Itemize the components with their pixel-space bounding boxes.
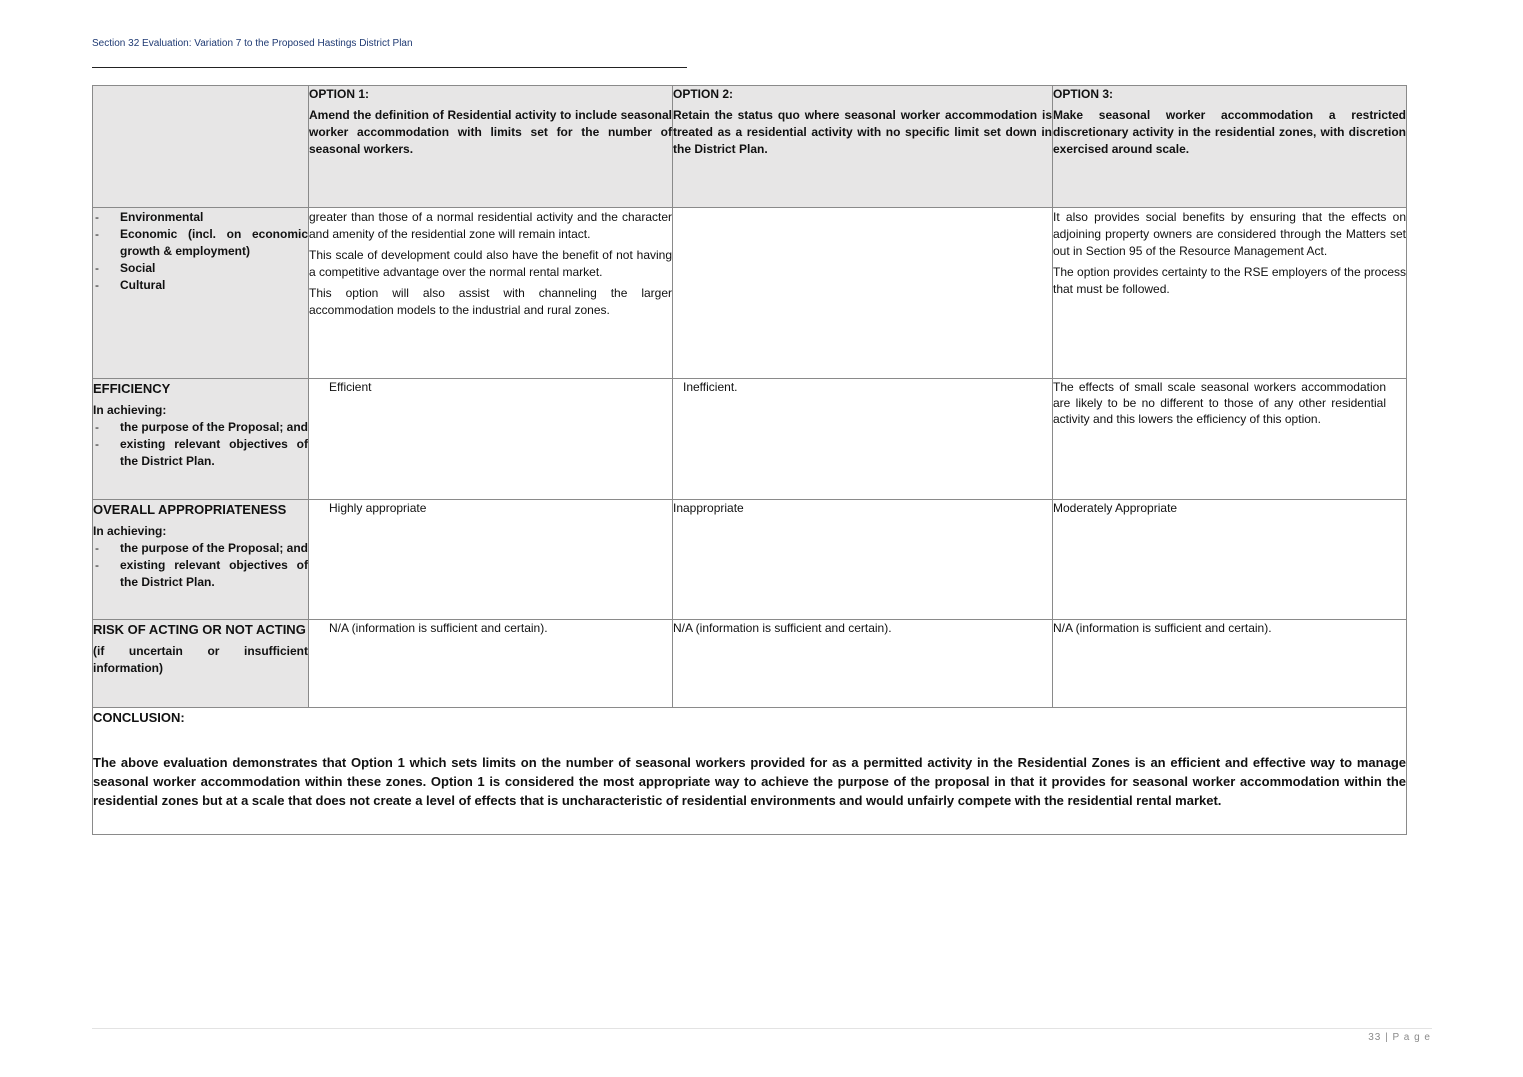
option-1-risk: N/A (information is sufficient and certain). — [309, 620, 673, 708]
option-3-header — [1053, 86, 1407, 208]
risk-subtitle: (if uncertain or insufficient information) — [93, 644, 308, 675]
efficiency-list — [93, 419, 308, 470]
appropriateness-list-item: - existing relevant objectives of the District Plan. — [93, 557, 308, 591]
option-1-efficiency: Efficient — [309, 379, 673, 500]
risk-criteria-cell — [93, 620, 309, 708]
option-2-description: Retain the status quo where seasonal worker accommodation is treated as a residential activity with no specific limit set down in the District Plan. — [673, 108, 1052, 156]
appropriateness-list — [93, 540, 308, 591]
criteria-item: - Economic (incl. on economic growth & employment) — [93, 226, 308, 260]
page-number: 33 | P a g e — [1368, 1032, 1431, 1043]
options-header-row — [93, 86, 1407, 208]
option-1-description: Amend the definition of Residential activity to include seasonal worker accommodation with limits set for the number of seasonal workers. — [309, 108, 672, 156]
paragraph: greater than those of a normal residential activity and the character and amenity of the residential zone will remain intact. — [309, 210, 672, 241]
efficiency-row — [93, 379, 1407, 500]
criteria-list — [93, 209, 308, 294]
risk-title: RISK OF ACTING OR NOT ACTING — [93, 622, 306, 637]
efficiency-subtitle: In achieving: — [93, 403, 167, 417]
criteria-item: - Social — [93, 260, 308, 277]
paragraph: The option provides certainty to the RSE employers of the process that must be followed. — [1053, 265, 1406, 296]
efficiency-list-item: - existing relevant objectives of the District Plan. — [93, 436, 308, 470]
option-3-appropriateness: Moderately Appropriate — [1053, 500, 1407, 620]
efficiency-list-item: - the purpose of the Proposal; and — [93, 419, 308, 436]
conclusion-row — [93, 708, 1407, 835]
risk-row — [93, 620, 1407, 708]
appropriateness-title: OVERALL APPROPRIATENESS — [93, 502, 287, 517]
header-divider — [92, 67, 687, 68]
criteria-item: - Environmental — [93, 209, 308, 226]
conclusion-title: CONCLUSION: — [93, 710, 185, 725]
option-3-title: OPTION 3: — [1053, 87, 1114, 101]
appropriateness-list-item: - the purpose of the Proposal; and — [93, 540, 308, 557]
option-2-appropriateness: Inappropriate — [673, 500, 1053, 620]
option-2-efficiency: Inefficient. — [673, 379, 1053, 500]
appropriateness-row — [93, 500, 1407, 620]
benefits-costs-continued-row — [93, 208, 1407, 379]
blank-header-cell — [93, 86, 309, 208]
efficiency-title: EFFICIENCY — [93, 381, 171, 396]
option-2-risk: N/A (information is sufficient and certain). — [673, 620, 1053, 708]
paragraph: It also provides social benefits by ensuring that the effects on adjoining property owners are considered through the Matters set out in Section 95 of the Resource Management Act. — [1053, 210, 1406, 258]
option-1-appropriateness: Highly appropriate — [309, 500, 673, 620]
option-3-description: Make seasonal worker accommodation a restricted discretionary activity in the residential zones, with discretion exercised around scale. — [1053, 108, 1406, 156]
option-1-title: OPTION 1: — [309, 87, 370, 101]
conclusion-text: The above evaluation demonstrates that Option 1 which sets limits on the number of seasonal workers provided for as a permitted activity in the Residential Zones is an efficient and effective way to manage seasonal worker accommodation within these zones. Option 1 is considered the most appropriate way to achieve the purpose of the proposal in that it provides for seasonal worker accommodation within the residential zones but at a scale that does not create a level of effects that is uncharacteristic of residential environments and would unfairly compete with the residential rental market. — [93, 755, 1406, 808]
evaluation-table — [92, 85, 1407, 835]
criteria-item: - Cultural — [93, 277, 308, 294]
option-2-title: OPTION 2: — [673, 87, 734, 101]
option-1-header — [309, 86, 673, 208]
paragraph: This scale of development could also have the benefit of not having a competitive advantage over the normal rental market. — [309, 248, 672, 279]
option-1-benefits-cell — [309, 208, 673, 379]
option-2-header — [673, 86, 1053, 208]
option-3-benefits-cell — [1053, 208, 1407, 379]
option-3-risk: N/A (information is sufficient and certain). — [1053, 620, 1407, 708]
efficiency-criteria-cell — [93, 379, 309, 500]
option-3-efficiency: The effects of small scale seasonal workers accommodation are likely to be no different to those of any other residential activity and this lowers the efficiency of this option. — [1053, 379, 1407, 500]
footer-divider — [92, 1028, 1432, 1029]
document-header-title: Section 32 Evaluation: Variation 7 to the Proposed Hastings District Plan — [92, 38, 413, 49]
criteria-cell — [93, 208, 309, 379]
conclusion-cell — [93, 708, 1407, 835]
option-2-benefits-cell — [673, 208, 1053, 379]
appropriateness-criteria-cell — [93, 500, 309, 620]
paragraph: This option will also assist with channeling the larger accommodation models to the industrial and rural zones. — [309, 286, 672, 317]
appropriateness-subtitle: In achieving: — [93, 524, 167, 538]
